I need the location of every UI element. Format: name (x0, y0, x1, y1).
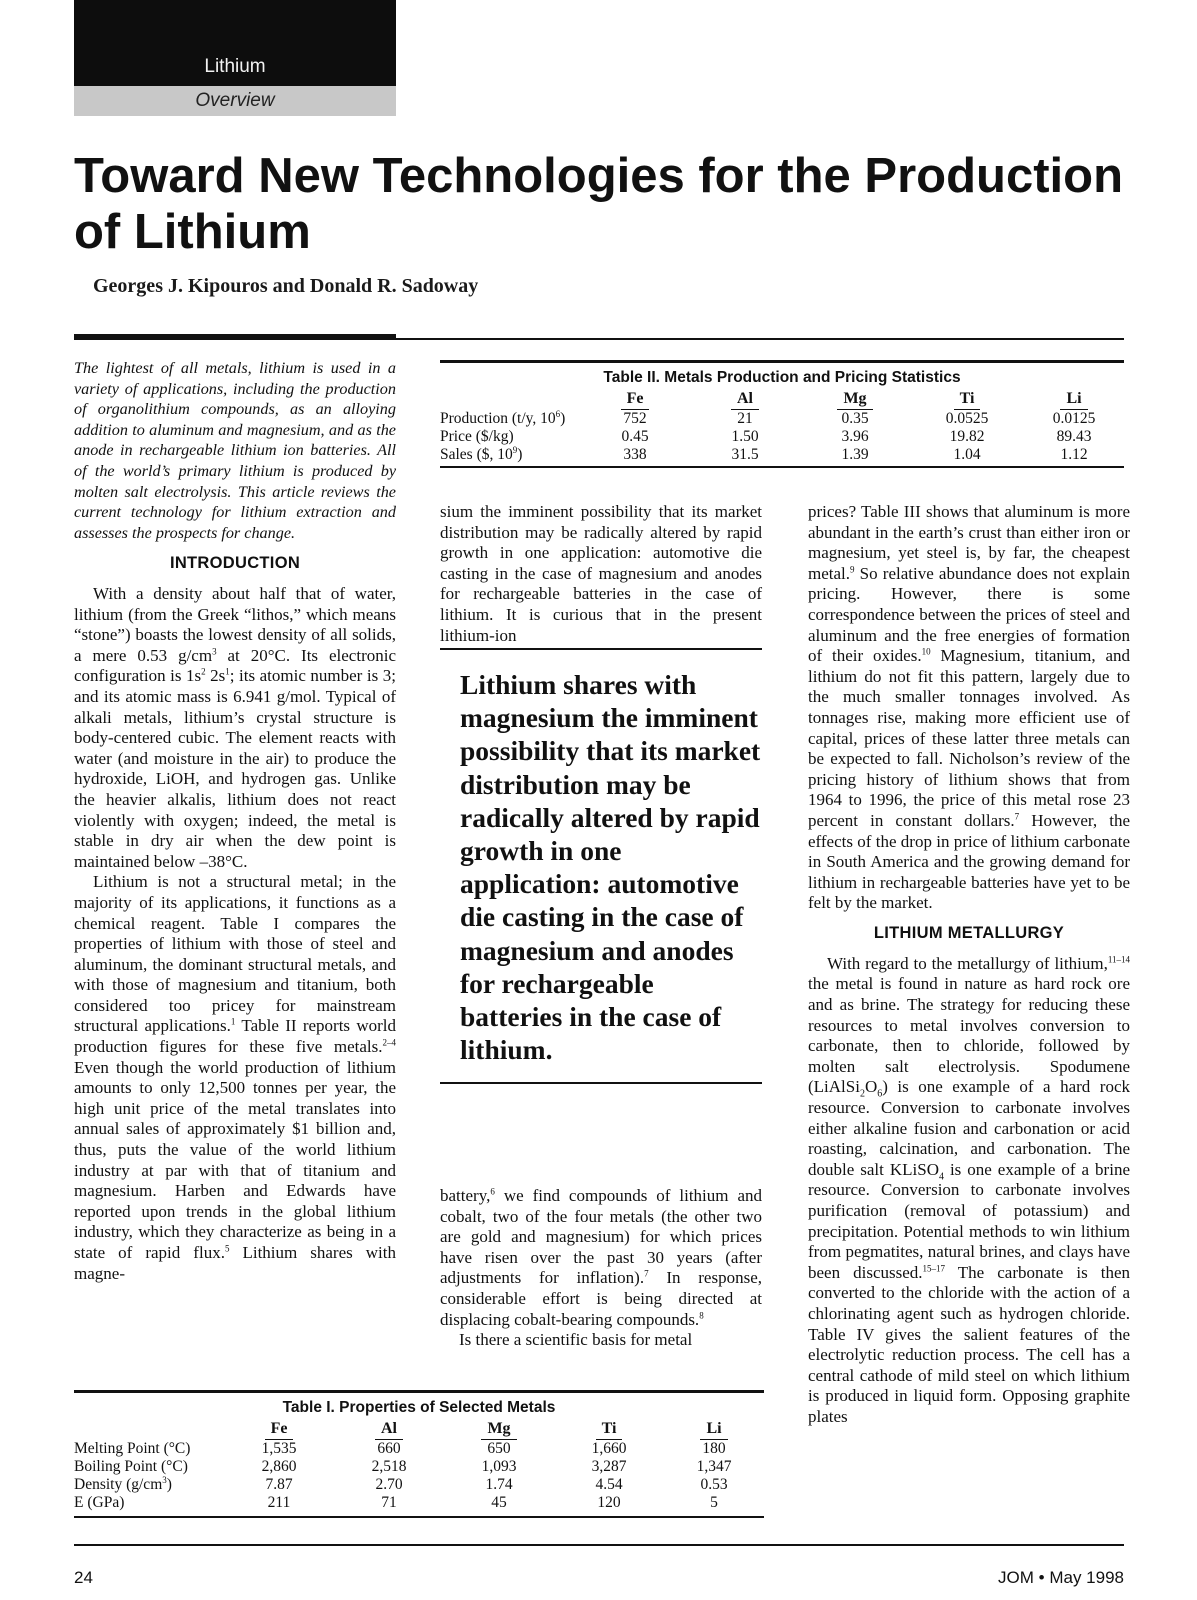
col3-paragraph-2: With regard to the metallurgy of lithium,$^{11-14}$ the metal is found in nature as hard rock ore and as brine. The strategy for reducing these resources to metal involves conversion to carbonate, then to chloride, followed by molten salt electrolysis. Spodumene $(LiAlSi_2O_6)$ is one example of a hard rock resource. Conversion to carbonate involves either alkaline fusion and carbonation or acid roasting, calcination, and carbonation. The double salt KLiSO$_4$ is one example of a brine resource. Conversion to carbonate involves purification (removal of potassium) and precipitation. Potential methods to win lithium from pegmatites, natural brines, and clays have been discussed.$^{15-17}$ The carbonate is then converted to the chloride with the action of a chlorinating agent such as hydrogen chloride. Table IV gives the salient features of the electrolytic reduction process. The cell has a central cathode of mild steel on which lithium is produced in liquid form. Opposing graphite plates (808, 953, 1130, 1426)
table-cell: 45 (491, 1494, 507, 1511)
table-cell: 7.87 (265, 1476, 293, 1493)
table-1-header: Al (334, 1419, 444, 1440)
pull-quote: Lithium shares with magnesium the imminent possibility that its market distribution may be radically altered by rapid growth in one application: automotive die casting in the case of magnesium and anodes for rechargeable batteries in the case of lithium. (440, 648, 762, 1084)
article-authors: Georges J. Kipouros and Donald R. Sadoway (93, 275, 479, 297)
table-cell: 1.50 (731, 428, 759, 445)
table-row-label: Boiling Point (°C) (74, 1458, 188, 1475)
table-2-header: Li (1024, 389, 1124, 410)
table-cell: 2,518 (371, 1458, 407, 1475)
table-row (440, 428, 1124, 446)
table-cell: 1.39 (841, 446, 869, 463)
table-2-grid (440, 389, 1124, 464)
table-cell: 19.82 (949, 428, 985, 445)
table-cell: 211 (267, 1494, 291, 1511)
table-cell: 2,860 (261, 1458, 297, 1475)
table-cell: 120 (597, 1494, 621, 1511)
table-row (440, 446, 1124, 464)
col2-paragraph-2: battery,$^6$ we find compounds of lithium and cobalt, two of the four metals (the other two are gold and magnesium) for which prices have risen over the past 30 years (after adjustments for inflation).$^7$ In response, considerable effort is being directed at displacing cobalt-bearing compounds.$^8$ (440, 1186, 762, 1329)
table-row-label: Melting Point (°C) (74, 1440, 191, 1457)
col2-paragraph-1: sium the imminent possibility that its market distribution may be radically altered by rapid growth in one application: automotive die casting in the case of magnesium and anodes for rechargeable batteries in the case of lithium. It is curious that in the present lithium-ion (440, 502, 762, 645)
heading-introduction: INTRODUCTION (169, 554, 301, 572)
table-row (74, 1494, 764, 1512)
table-1-caption: Table I. Properties of Selected Metals (282, 1399, 556, 1416)
table-1-header: Fe (224, 1419, 334, 1440)
table-2-header: Fe (580, 389, 690, 410)
table-row-label: Sales ($, $10^9$) (440, 444, 523, 463)
column-2-bottom (440, 1186, 762, 1351)
table-cell: 89.43 (1056, 428, 1092, 445)
table-row (74, 1440, 764, 1458)
column-1 (74, 552, 396, 1284)
table-cell: 71 (381, 1494, 397, 1511)
table-1 (74, 1390, 764, 1518)
title-rule-thick (74, 334, 396, 340)
table-1-header: Li (664, 1419, 764, 1440)
table-cell: 1.12 (1060, 446, 1088, 463)
page-number: 24 (74, 1568, 93, 1587)
table-1-header: Ti (554, 1419, 664, 1440)
table-cell: 1,535 (261, 1440, 297, 1457)
table-row-label: E (GPa) (74, 1494, 125, 1511)
table-cell: 31.5 (731, 446, 759, 463)
col2-paragraph-3: Is there a scientific basis for metal (459, 1330, 693, 1350)
table-cell: 660 (377, 1440, 401, 1457)
table-cell: 0.0525 (945, 410, 989, 427)
column-3 (808, 502, 1130, 1428)
table-cell: 1,093 (481, 1458, 517, 1475)
table-cell: 1,347 (696, 1458, 732, 1475)
table-2-caption: Table II. Metals Production and Pricing Statistics (603, 369, 961, 386)
table-cell: 180 (702, 1440, 726, 1457)
table-2-header: Ti (910, 389, 1024, 410)
table-2-header: Al (690, 389, 800, 410)
table-cell: 3,287 (591, 1458, 627, 1475)
intro-paragraph-1: With a density about half that of water, lithium (from the Greek “lithos,” which means “stone”) boasts the lowest density of all solids, a mere 0.53 $g/cm^3$ at 20°C. Its electronic configuration is $1s^2$ $2s^1$; its atomic number is 3; and its atomic mass is 6.941 g/mol. Typical of alkali metals, lithium’s crystal structure is body-centered cubic. The element reacts with water (and moisture in the air) to produce the hydroxide, LiOH, and hydrogen gas. Unlike the heavier alkalis, lithium does not react violently with oxygen; indeed, the metal is stable in dry air when the dew point is maintained below –38°C. (74, 584, 396, 871)
footer-rule (74, 1544, 1124, 1546)
section-tab (74, 0, 396, 86)
table-2-header: Mg (800, 389, 910, 410)
table-cell: 4.54 (595, 1476, 623, 1493)
intro-paragraph-2: Lithium is not a structural metal; in the majority of its applications, it functions as a chemical reagent. Table I compares the properties of lithium with those of steel and aluminum, the dominant structural metals, and with those of magnesium and titanium, both considered too pricey for mainstream structural applications.$^1$ Table II reports world production figures for these five metals.$^{2-4}$ Even though the world production of lithium amounts to only 12,500 tonnes per year, the high unit price of the metal translates into annual sales of approximately $1 billion and, thus, puts the value of the world lithium industry at par with that of titanium and magnesium. Harben and Edwards have reported upon trends in the global lithium industry, which they characterize as being in a state of rapid flux.$^5$ Lithium shares with magne- (74, 872, 397, 1283)
table-cell: 0.0125 (1052, 410, 1096, 427)
subsection-label: Overview (74, 86, 396, 116)
journal-issue: JOM • May 1998 (998, 1568, 1124, 1587)
table-1-header: Mg (444, 1419, 554, 1440)
abstract: The lightest of all metals, lithium is used in a variety of applications, including the production of organolithium compounds, as an alloying addition to aluminum and magnesium, and as the anode in rechargeable lithium ion batteries. All of the world’s primary lithium is produced by molten salt electrolysis. This article reviews the current technology for lithium extraction and assesses the prospects for change. (74, 359, 396, 542)
table-row-label: Density $(g/cm^3)$ (74, 1474, 172, 1493)
table-cell: 5 (710, 1494, 718, 1511)
table-row-label: Production (t/y, $10^6$) (440, 408, 566, 427)
table-row (74, 1458, 764, 1476)
table-row (440, 410, 1124, 428)
table-cell: 650 (487, 1440, 511, 1457)
table-cell: 0.35 (841, 410, 869, 427)
table-cell: 2.70 (375, 1476, 403, 1493)
title-rule-thin (396, 338, 1124, 340)
table-row (74, 1476, 764, 1494)
table-cell: 1,660 (591, 1440, 627, 1457)
table-cell: 338 (623, 446, 647, 463)
table-row-label: Price ($/kg) (440, 428, 514, 445)
table-1-grid (74, 1419, 764, 1512)
article-title: Toward New Technologies for the Production of Lithium (74, 149, 1124, 259)
table-cell: 0.45 (621, 428, 649, 445)
table-cell: 21 (737, 410, 753, 427)
table-2 (440, 360, 1124, 468)
table-cell: 1.74 (485, 1476, 513, 1493)
col3-paragraph-1: prices? Table III shows that aluminum is more abundant in the earth’s crust than either iron or magnesium, yet steel is, by far, the cheapest metal.$^9$ So relative abundance does not explain pricing. However, there is some correspondence between the prices of steel and aluminum and the free energies of formation of their oxides.$^{10}$ Magnesium, titanium, and lithium do not fit this pattern, largely due to the much smaller tonnages involved. As tonnages rise, making more efficient use of capital, prices of these latter three metals can be expected to fall. Nicholson’s review of the pricing history of lithium shows that from 1964 to 1996, the price of this metal rose 23 percent in constant dollars.$^7$ However, the effects of the drop in price of lithium carbonate in South America and the growing demand for lithium in rechargeable batteries have yet to be felt by the market. (808, 502, 1130, 913)
section-label: Lithium (204, 56, 266, 77)
table-cell: 752 (623, 410, 647, 427)
heading-lithium-metallurgy: LITHIUM METALLURGY (873, 923, 1065, 942)
column-2-top (440, 502, 762, 646)
table-cell: 0.53 (700, 1476, 728, 1493)
table-cell: 3.96 (841, 428, 869, 445)
table-cell: 1.04 (953, 446, 981, 463)
